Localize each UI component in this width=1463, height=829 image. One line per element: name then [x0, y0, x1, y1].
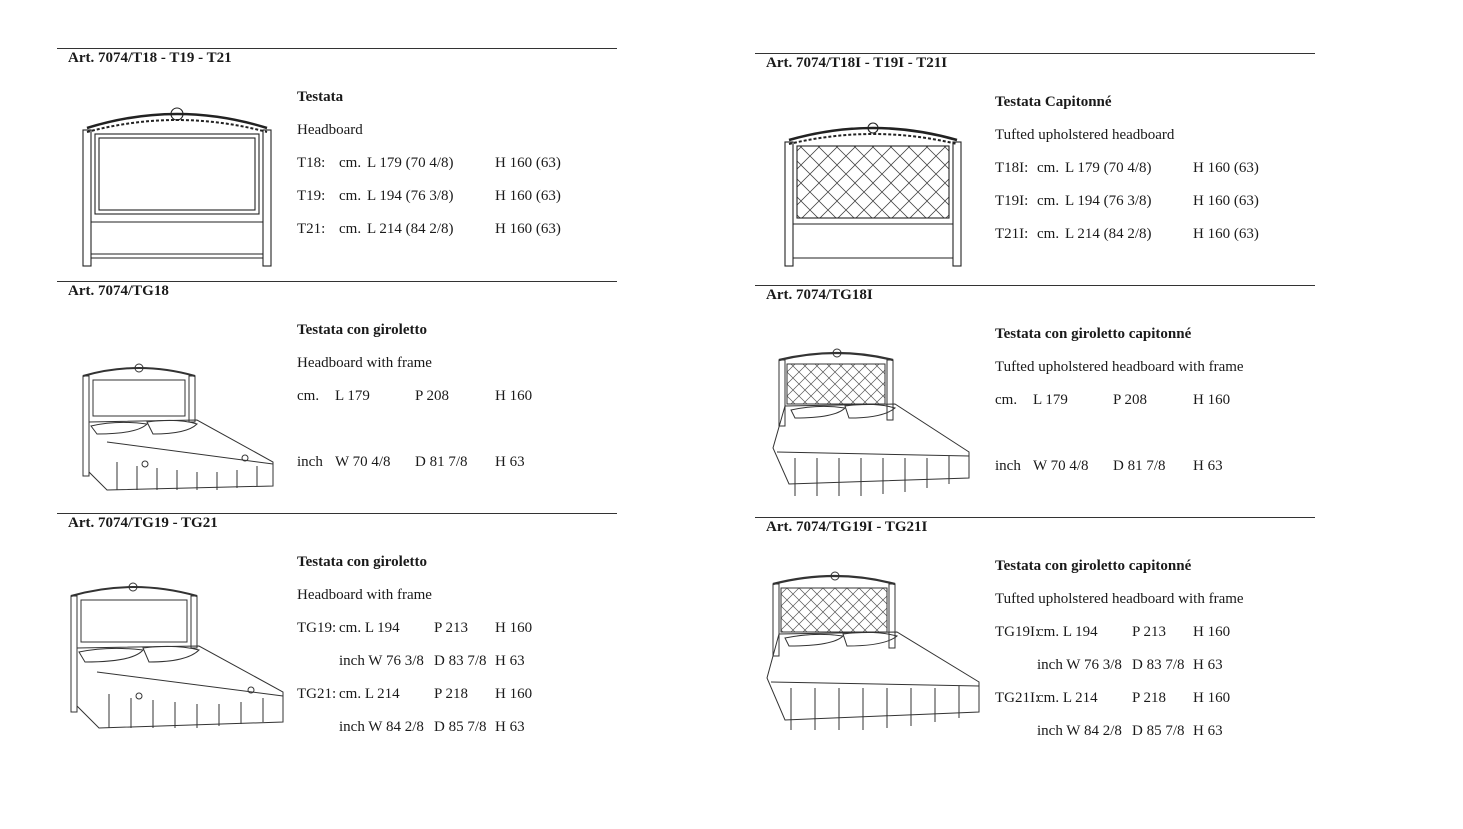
left-column	[57, 48, 617, 742]
product-section-tg19i-tg21i: Art. 7074/TG19I - TG21I Testata con giroletto capitonné Tufted upholstered headboard with frame TG19I: cm. L 194 P 213 H 160 inch W 76 3/8 D 83 7/8 H 63 TG21I: cm. L 214 P 218 H 160 inch W 84 2/8 D 85 7/8 H 63	[755, 517, 1315, 746]
product-name-en: Tufted upholstered headboard with frame	[995, 359, 1244, 375]
article-title: Art. 7074/TG19I - TG21I	[766, 519, 928, 535]
article-title: Art. 7074/TG18	[68, 283, 169, 299]
product-section-tg18: Art. 7074/TG18 Testata con giroletto Headboard with frame cm. L 179 P 208 H 160 inch W 70 4/8 D 81 7/8 H 63	[57, 281, 617, 513]
tufted-bed-drawing	[763, 570, 987, 735]
product-name-en: Headboard	[297, 122, 363, 138]
tufted-bed-drawing	[769, 348, 975, 503]
product-name-it: Testata	[297, 89, 344, 105]
product-name-it: Testata Capitonné	[995, 94, 1112, 110]
article-title: Art. 7074/TG18I	[766, 287, 873, 303]
product-name-it: Testata con giroletto capitonné	[995, 558, 1192, 574]
bed-drawing	[65, 580, 287, 735]
product-name-en: Headboard with frame	[297, 587, 432, 603]
article-title: Art. 7074/TG19 - TG21	[68, 515, 218, 531]
product-name-en: Tufted upholstered headboard	[995, 127, 1175, 143]
headboard-drawing	[79, 104, 275, 269]
product-section-tg18i: Art. 7074/TG18I Testata con giroletto capitonné Tufted upholstered headboard with frame cm. L 179 P 208 H 160 inch W 70 4/8 D 81 7/8 H 63	[755, 285, 1315, 517]
product-section-t18: Art. 7074/T18 - T19 - T21 Testata Headboard T18: cm. L 179 (70 4/8) H 160 (63) T19: cm. L 194 (76 3/8) H 160 (63) T21: cm. L 214 (84 2/8) H 160 (63)	[57, 48, 617, 281]
product-section-tg19-tg21: Art. 7074/TG19 - TG21 Testata con giroletto Headboard with frame TG19: cm. L 194 P 213 H 160 inch W 76 3/8 D 83 7/8 H 63 TG21: cm. L 214 P 218 H 160 inch W 84 2/8 D 85 7/8 H 63	[57, 513, 617, 742]
article-title: Art. 7074/T18 - T19 - T21	[68, 50, 232, 66]
product-name-it: Testata con giroletto capitonné	[995, 326, 1192, 342]
product-name-en: Tufted upholstered headboard with frame	[995, 591, 1244, 607]
bed-drawing	[77, 362, 277, 497]
tufted-headboard-drawing	[783, 120, 963, 270]
product-name-it: Testata con giroletto	[297, 554, 427, 570]
article-title: Art. 7074/T18I - T19I - T21I	[766, 55, 948, 71]
right-column	[755, 53, 1315, 746]
product-name-it: Testata con giroletto	[297, 322, 427, 338]
product-section-t18i: Art. 7074/T18I - T19I - T21I Testata Capitonné Tufted upholstered headboard T18I: cm. L 179 (70 4/8) H 160 (63) T19I: cm. L 194 (76 3/8) H 160 (63) T21I: cm. L 214 (84 2/8) H 160 (63)	[755, 53, 1315, 285]
product-name-en: Headboard with frame	[297, 355, 432, 371]
